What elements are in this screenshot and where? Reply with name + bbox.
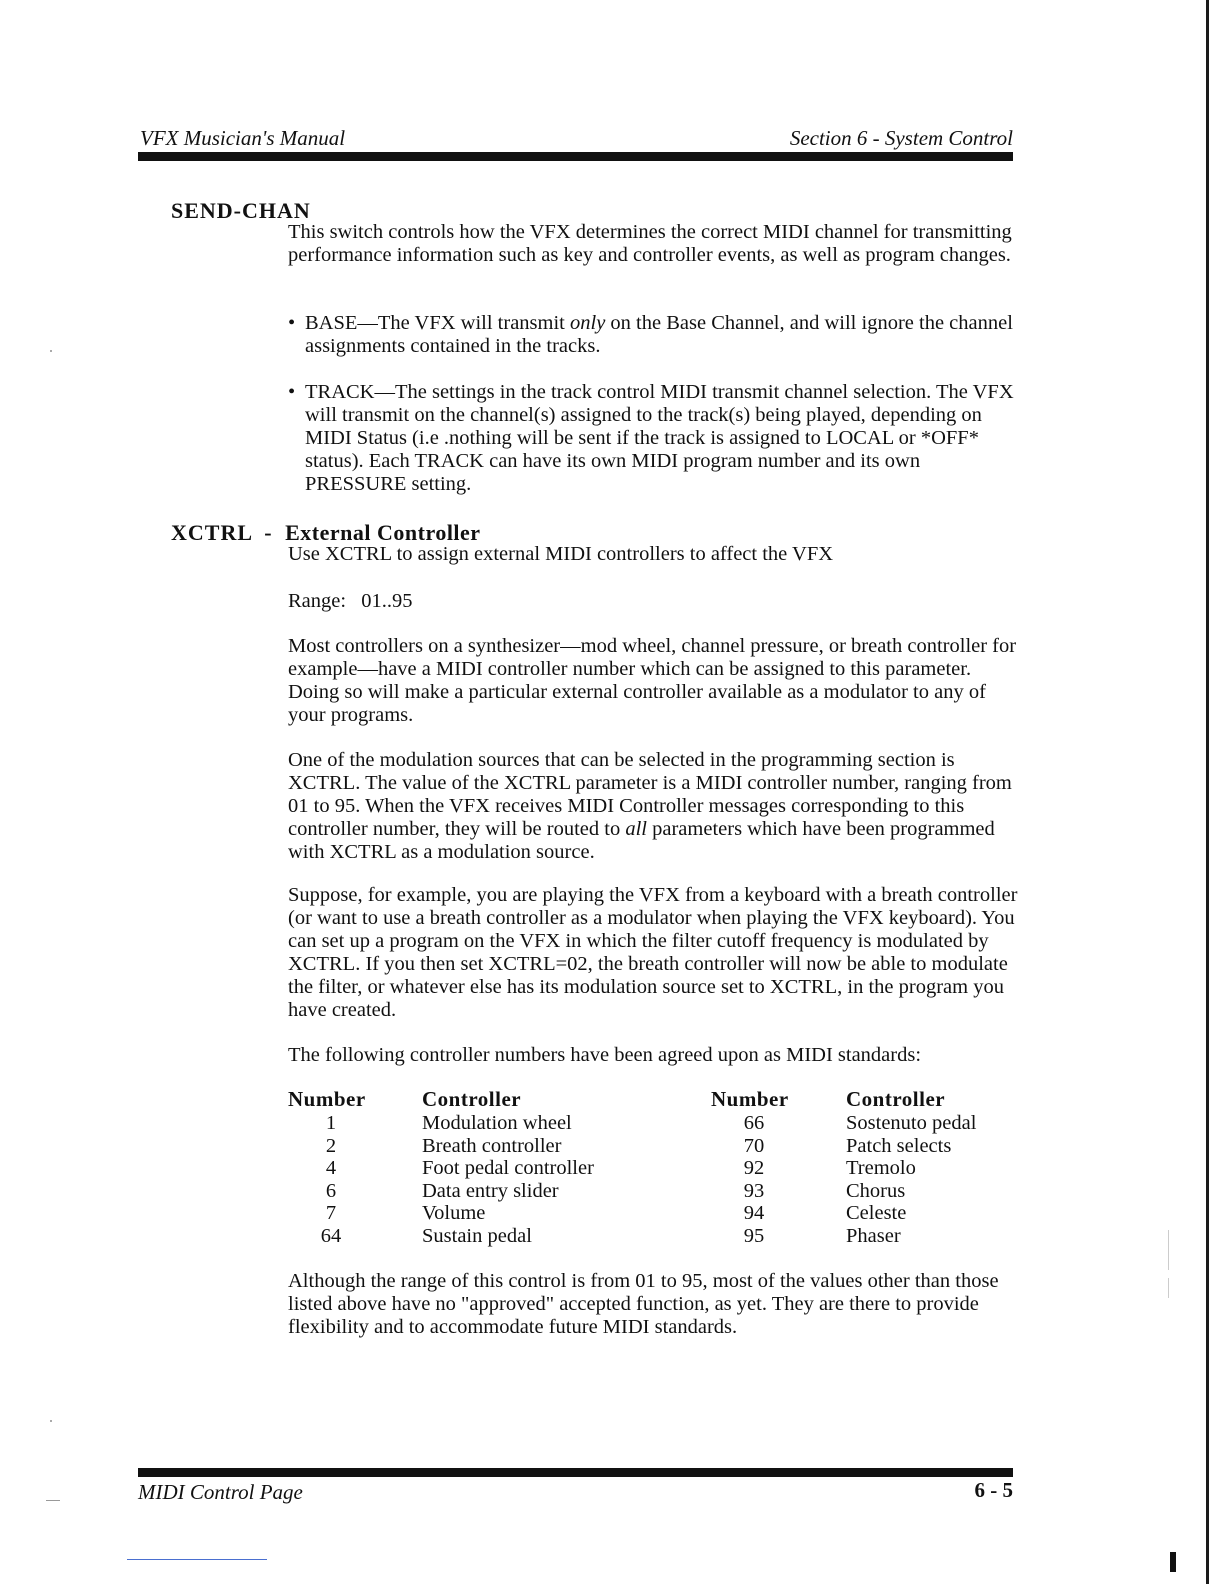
xctrl-para-modulation	[288, 749, 1018, 864]
table-col-number-right	[711, 1088, 797, 1248]
header-rule	[138, 152, 1013, 161]
table-cell: 66	[743, 1112, 765, 1134]
xctrl-para-range-note: Although the range of this control is from 01 to 95, most of the values other than those listed above have no "approved" accepted function, as yet. They are there to provide flexibility and to accommodate future MIDI standards.	[288, 1270, 999, 1338]
table-col-controller-left	[422, 1088, 682, 1248]
table-cell: 2	[325, 1134, 337, 1157]
table-header-controller: Controller	[846, 1087, 946, 1111]
bullet-icon: •	[288, 312, 296, 334]
xctrl-code: XCTRL	[171, 520, 252, 545]
xctrl-para-standards: The following controller numbers have been agreed upon as MIDI standards:	[288, 1044, 922, 1066]
table-cell: Tremolo	[846, 1157, 916, 1180]
send-chan-heading: SEND-CHAN	[171, 198, 311, 223]
scan-edge-tick	[1168, 1230, 1169, 1270]
send-chan-base-item	[288, 312, 1018, 358]
footer-rule	[138, 1468, 1013, 1477]
send-chan-track-item	[288, 381, 1018, 496]
xctrl-separator: -	[264, 520, 273, 545]
table-cell: 95	[743, 1224, 765, 1247]
xctrl-para-example: Suppose, for example, you are playing the VFX from a keyboard with a breath controller (or want to use a breath controller as a modulator when playing the VFX keyboard). You can set up a program on the VFX in which the filter cutoff frequency is modulated by XCTRL. If you then set XCTRL=02, the breath controller will now be able to modulate the filter, or whatever else has its modulation source set to XCTRL, in the program you have created.	[288, 884, 1018, 1021]
table-cell: Data entry slider	[422, 1179, 559, 1202]
table-cell: Chorus	[846, 1179, 906, 1202]
xctrl-intro: Use XCTRL to assign external MIDI controllers to affect the VFX	[288, 543, 834, 565]
table-cell: 64	[320, 1224, 342, 1247]
base-text-end: on the Base Channel, and will ignore the channel assignments contained in the tracks.	[305, 312, 1013, 357]
scan-blue-line	[127, 1559, 267, 1560]
xctrl-range	[288, 590, 1018, 613]
base-text-start: BASE—The VFX will transmit	[305, 312, 570, 334]
scan-speck	[50, 1420, 52, 1422]
scan-speck	[50, 350, 52, 352]
table-cell: Sostenuto pedal	[846, 1112, 977, 1134]
table-cell: 92	[743, 1157, 765, 1180]
scan-edge-line	[1206, 0, 1209, 1584]
scan-corner-mark	[1170, 1552, 1176, 1572]
table-col-controller-right	[846, 1088, 1046, 1248]
para2-end: parameters which have been programmed with XCTRL as a modulation source.	[288, 818, 995, 863]
header-manual-title: VFX Musician's Manual	[140, 126, 346, 150]
range-label: Range:	[288, 590, 347, 612]
table-cell: Celeste	[846, 1202, 907, 1225]
table-cell: Phaser	[846, 1224, 901, 1247]
para2-emphasis: all	[625, 818, 647, 840]
xctrl-name: External Controller	[285, 520, 481, 545]
para2-start: One of the modulation sources that can be selected in the programming section is XCTRL. The value of the XCTRL parameter is a MIDI controller number, ranging from 01 to 95. When the VFX receives MIDI Controller messages corresponding to this controller number, they will be routed to	[288, 749, 1012, 840]
table-cell: Sustain pedal	[422, 1224, 532, 1247]
table-cell: 7	[325, 1202, 337, 1225]
table-cell: Modulation wheel	[422, 1112, 572, 1134]
table-cell: Breath controller	[422, 1134, 562, 1157]
bullet-icon: •	[288, 381, 296, 403]
header-section-title: Section 6 - System Control	[789, 126, 1013, 150]
table-cell: Volume	[422, 1202, 486, 1225]
footer-page-title: MIDI Control Page	[138, 1480, 303, 1504]
footer-page-number: 6 - 5	[974, 1478, 1013, 1502]
table-cell: Foot pedal controller	[422, 1157, 594, 1180]
table-cell: 94	[743, 1202, 765, 1225]
table-cell: 6	[325, 1179, 337, 1202]
range-value: 01..95	[361, 590, 413, 612]
table-cell: 1	[325, 1112, 337, 1134]
table-cell: 93	[743, 1179, 765, 1202]
table-cell: 70	[743, 1134, 765, 1157]
table-cell: Patch selects	[846, 1134, 952, 1157]
send-chan-intro: This switch controls how the VFX determines the correct MIDI channel for transmitting performance information such as key and controller events, as well as program changes.	[288, 221, 1012, 266]
scan-edge-tick	[1168, 1278, 1169, 1298]
table-header-number: Number	[288, 1087, 366, 1111]
xctrl-para-controllers: Most controllers on a synthesizer—mod wheel, channel pressure, or breath controller for example—have a MIDI controller number which can be assigned to this parameter. Doing so will make a particular external controller available as a modulator to any of your programs.	[288, 635, 1017, 726]
table-header-number: Number	[711, 1087, 789, 1111]
table-header-controller: Controller	[422, 1087, 522, 1111]
table-col-number-left	[288, 1088, 374, 1248]
scan-dash	[46, 1500, 60, 1501]
track-text: TRACK—The settings in the track control MIDI transmit channel selection. The VFX will transmit on the channel(s) assigned to the track(s) being played, depending on MIDI Status (i.e .nothing will be sent if the track is assigned to LOCAL or *OFF* status). Each TRACK can have its own MIDI program number and its own PRESSURE setting.	[305, 381, 1014, 495]
table-cell: 4	[325, 1157, 337, 1180]
base-emphasis: only	[570, 312, 606, 334]
